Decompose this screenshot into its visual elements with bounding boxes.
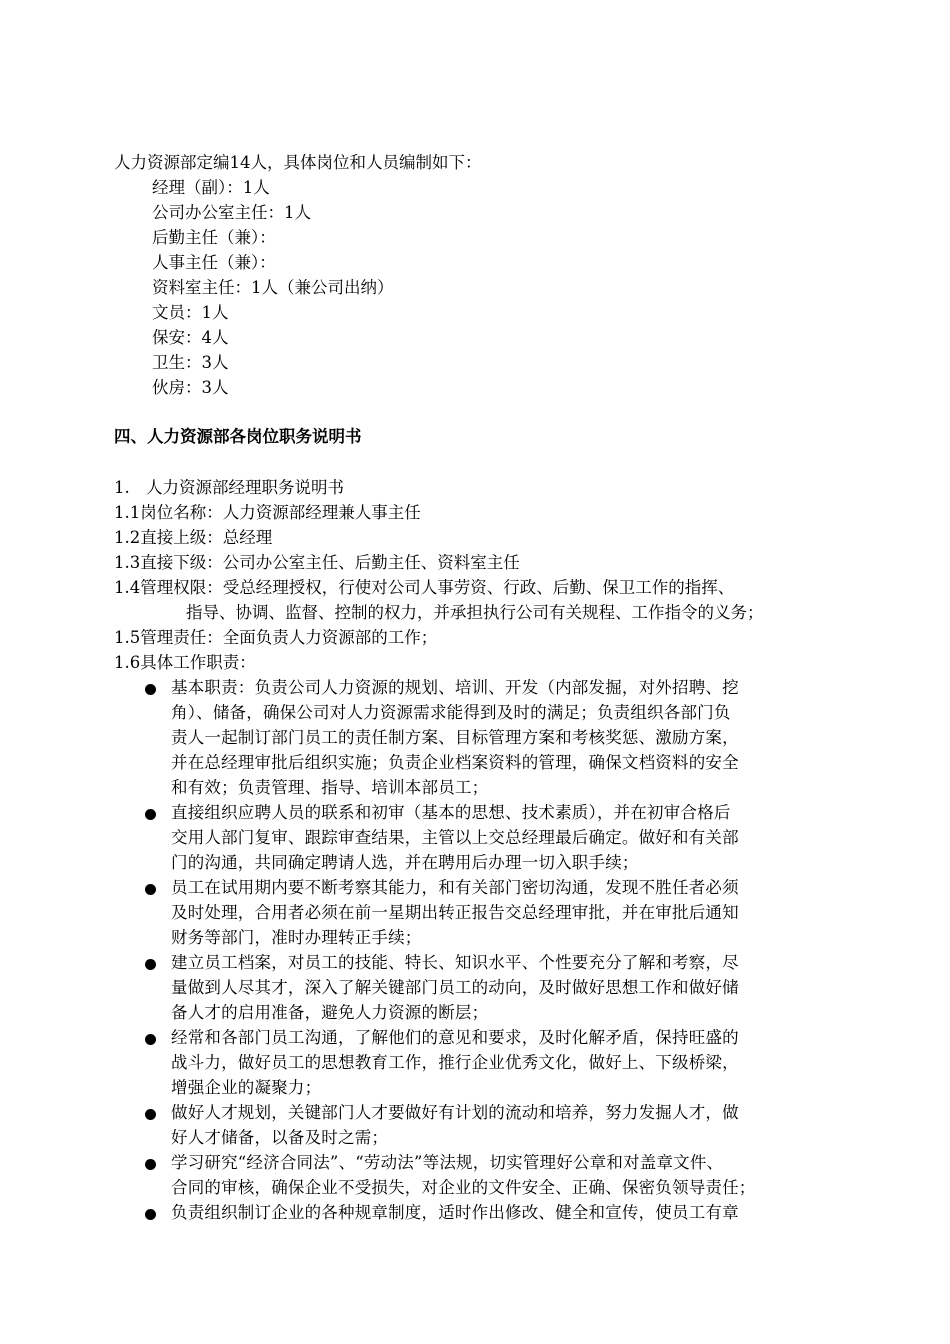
intro-paragraph: 人力资源部定编14人，具体岗位和人员编制如下： (114, 153, 482, 172)
staffing-item: 公司办公室主任：1人 (152, 203, 311, 222)
bullet-icon (145, 809, 156, 820)
duty-line: 交用人部门复审、跟踪审查结果，主管以上交总经理最后确定。做好和有关部 (171, 828, 739, 847)
duty-line: 和有效；负责管理、指导、培训本部员工； (171, 778, 489, 797)
bullet-icon (145, 884, 156, 895)
duty-line: 量做到人尽其才，深入了解关键部门员工的动向，及时做好思想工作和做好储 (171, 978, 739, 997)
job-item (114, 575, 854, 625)
job-item-text: 1.5管理责任：全面负责人力资源部的工作； (114, 628, 438, 647)
duty-line: 并在总经理审批后组织实施；负责企业档案资料的管理，确保文档资料的安全 (171, 753, 739, 772)
duty-line: 战斗力，做好员工的思想教育工作，推行企业优秀文化，做好上、下级桥梁， (171, 1053, 739, 1072)
staffing-item: 人事主任（兼）： (152, 253, 276, 272)
staffing-item: 文员：1人 (152, 303, 229, 322)
duty-line: 增强企业的凝聚力； (171, 1078, 322, 1097)
job-item-continuation: 指导、协调、监督、控制的权力，并承担执行公司有关规程、工作指令的义务； (186, 603, 764, 622)
duty-line: 员工在试用期内要不断考察其能力，和有关部门密切沟通，发现不胜任者必须 (171, 878, 739, 897)
duty-line: 经常和各部门员工沟通，了解他们的意见和要求，及时化解矛盾，保持旺盛的 (171, 1028, 739, 1047)
duty-item (140, 1025, 852, 1100)
duties-list (140, 675, 852, 1225)
subsection-title-text: 人力资源部经理职务说明书 (146, 478, 344, 497)
duty-line: 合同的审核，确保企业不受损失，对企业的文件安全、正确、保密负领导责任； (171, 1178, 756, 1197)
bullet-icon (145, 1034, 156, 1045)
staffing-item: 保安：4人 (152, 328, 229, 347)
duty-item (140, 875, 852, 950)
duty-line: 角）、储备，确保公司对人力资源需求能得到及时的满足；负责组织各部门负 (171, 703, 731, 722)
duty-item (140, 675, 852, 800)
duty-line: 门的沟通，共同确定聘请人选，并在聘用后办理一切入职手续； (171, 853, 639, 872)
duty-line: 负责组织制订企业的各种规章制度，适时作出修改、健全和宣传，使员工有章 (171, 1203, 739, 1222)
staffing-item: 卫生：3人 (152, 353, 229, 372)
bullet-icon (145, 959, 156, 970)
job-item-text: 1.2直接上级：总经理 (114, 528, 273, 547)
job-item (114, 525, 854, 550)
duty-line: 备人才的启用准备，避免人力资源的断层； (171, 1003, 489, 1022)
duty-line: 直接组织应聘人员的联系和初审（基本的思想、技术素质），并在初审合格后 (171, 803, 731, 822)
job-item-text: 1.6具体工作职责： (114, 653, 256, 672)
subsection-title (114, 475, 344, 500)
bullet-icon (145, 1209, 156, 1220)
staffing-item: 后勤主任（兼）： (152, 228, 276, 247)
duty-item (140, 1150, 852, 1200)
subsection-number: 1. (114, 478, 130, 497)
duty-item (140, 800, 852, 875)
job-description-items (114, 500, 854, 675)
duty-item (140, 1100, 852, 1150)
bullet-icon (145, 1109, 156, 1120)
job-item (114, 625, 854, 650)
job-item (114, 500, 854, 525)
duty-line: 建立员工档案，对员工的技能、特长、知识水平、个性要充分了解和考察，尽 (171, 953, 739, 972)
staffing-list (152, 175, 394, 400)
staffing-item: 资料室主任：1人（兼公司出纳） (152, 278, 394, 297)
duty-line: 好人才储备，以备及时之需； (171, 1128, 389, 1147)
duty-item (140, 950, 852, 1025)
job-item-text: 1.1岗位名称：人力资源部经理兼人事主任 (114, 503, 421, 522)
bullet-icon (145, 1159, 156, 1170)
duty-item (140, 1200, 852, 1225)
job-item (114, 650, 854, 675)
duty-line: 责人一起制订部门员工的责任制方案、目标管理方案和考核奖惩、激励方案， (171, 728, 739, 747)
job-item-text: 1.3直接下级：公司办公室主任、后勤主任、资料室主任 (114, 553, 520, 572)
duty-line: 基本职责：负责公司人力资源的规划、培训、开发（内部发掘，对外招聘、挖 (171, 678, 739, 697)
bullet-icon (145, 684, 156, 695)
duty-line: 财务等部门，准时办理转正手续； (171, 928, 422, 947)
job-item (114, 550, 854, 575)
staffing-item: 伙房：3人 (152, 378, 229, 397)
staffing-item: 经理（副）：1人 (152, 178, 270, 197)
duty-line: 及时处理，合用者必须在前一星期出转正报告交总经理审批，并在审批后通知 (171, 903, 739, 922)
duty-line: 学习研究“经济合同法”、“劳动法”等法规，切实管理好公章和对盖章文件、 (171, 1153, 724, 1172)
job-item-text: 1.4管理权限：受总经理授权，行使对公司人事劳资、行政、后勤、保卫工作的指挥、 (114, 578, 735, 597)
section-heading: 四、人力资源部各岗位职务说明书 (114, 427, 362, 446)
duty-line: 做好人才规划，关键部门人才要做好有计划的流动和培养，努力发掘人才，做 (171, 1103, 739, 1122)
